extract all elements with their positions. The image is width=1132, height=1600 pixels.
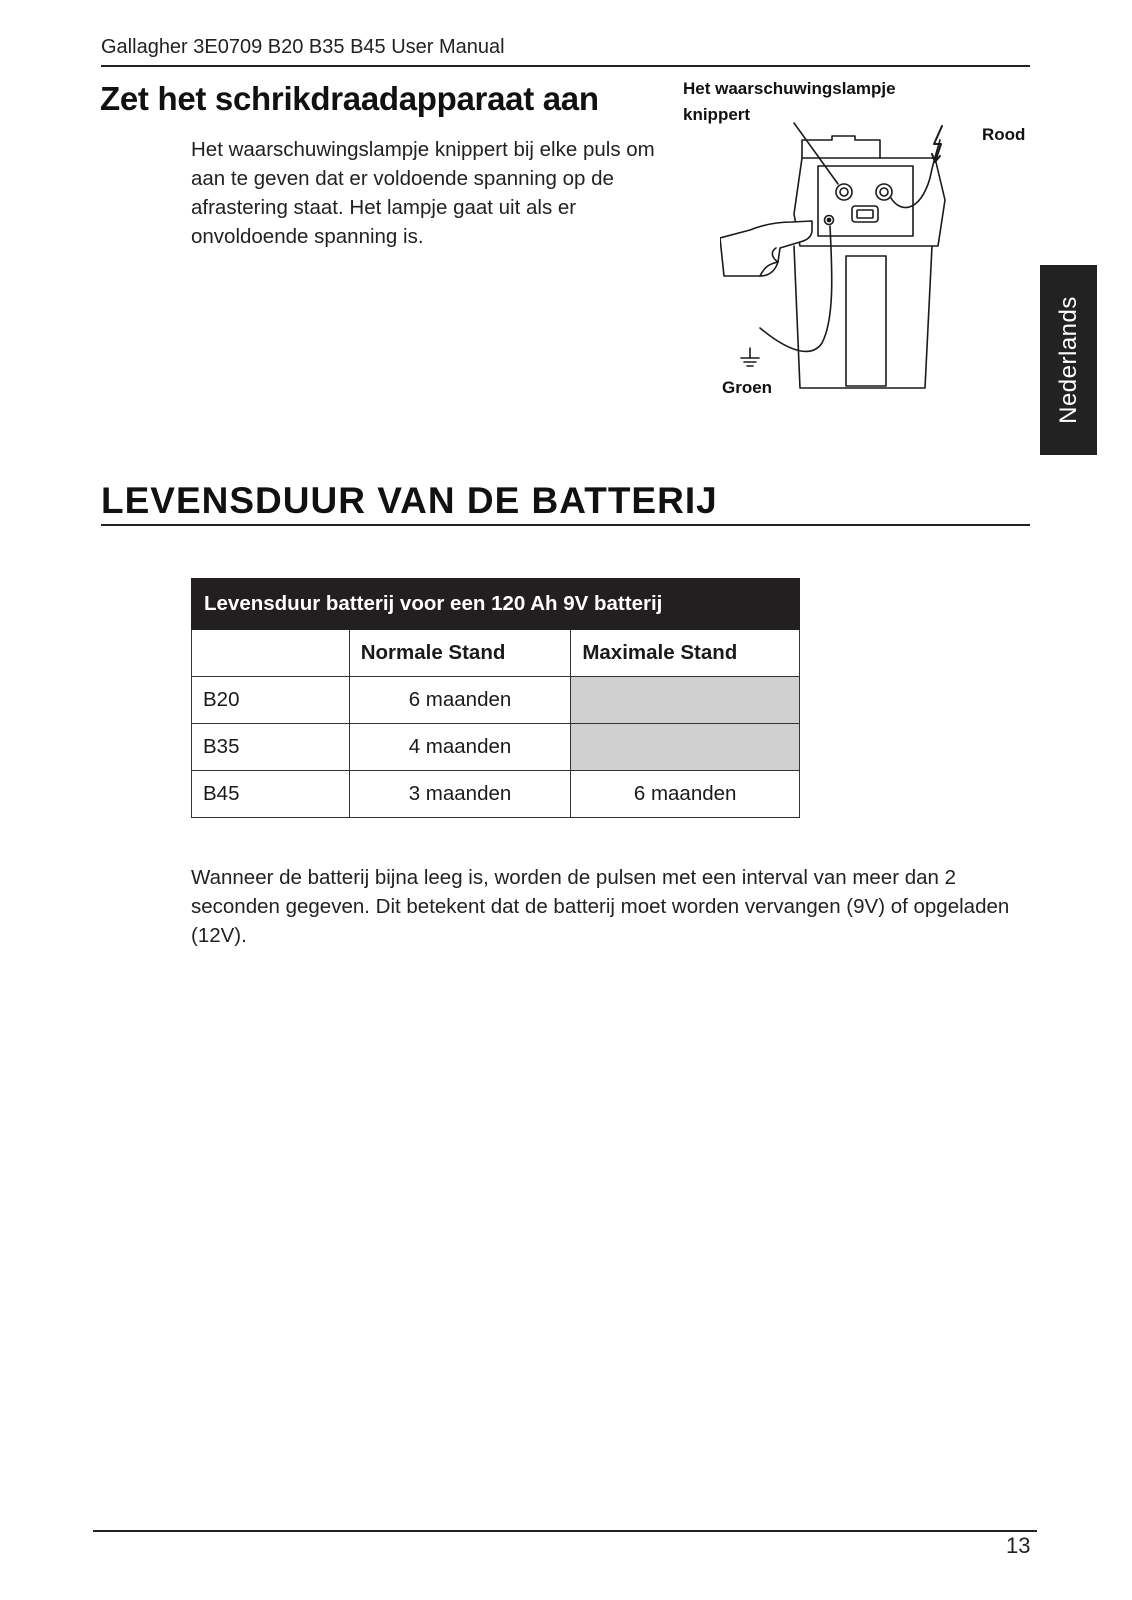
- table-caption: Levensduur batterij voor een 120 Ah 9V batterij: [192, 579, 800, 630]
- model-cell: B20: [192, 677, 350, 724]
- energizer-upper-housing: [794, 158, 945, 246]
- figure-caption: Het waarschuwingslampje knippert: [683, 79, 896, 124]
- model-cell: B35: [192, 724, 350, 771]
- table-caption-row: [192, 579, 800, 630]
- normal-mode-cell: 3 maanden: [349, 771, 571, 818]
- table-row: [192, 724, 800, 771]
- warning-lamp: [836, 184, 852, 200]
- section-heading-battery: LEVENSDUUR VAN DE BATTERIJ: [101, 480, 718, 521]
- battery-note-paragraph: Wanneer de batterij bijna leeg is, worden de pulsen met een interval van meer dan 2 seconden gegeven. Dit betekent dat de batterij moet worden vervangen (9V) of opgeladen (12V).: [191, 866, 1010, 947]
- battery-slot: [846, 256, 886, 386]
- max-mode-cell-not-applicable: [571, 724, 800, 771]
- power-on-paragraph: Het waarschuwingslampje knippert bij elke puls om aan te geven dat er voldoende spanning op de afrastering staat. Het lampje gaat uit als er onvoldoende spanning is.: [191, 138, 655, 248]
- language-tab-label: Nederlands: [1054, 296, 1082, 424]
- label-red-terminal: Rood: [982, 125, 1026, 144]
- running-header: Gallagher 3E0709 B20 B35 B45 User Manual: [101, 36, 505, 58]
- table-header-row: [192, 630, 800, 677]
- footer-rule: [93, 1530, 1037, 1532]
- model-cell: B45: [192, 771, 350, 818]
- normal-mode-cell: 6 maanden: [349, 677, 571, 724]
- ground-icon: [741, 348, 759, 366]
- header-rule: [101, 65, 1030, 67]
- max-mode-cell-not-applicable: [571, 677, 800, 724]
- table-row: [192, 677, 800, 724]
- table-header-cell: Normale Stand: [349, 630, 571, 677]
- energizer-illustration: [720, 118, 980, 398]
- power-switch: [852, 206, 878, 222]
- label-green-terminal: Groen: [722, 378, 773, 397]
- language-tab: [1040, 265, 1097, 455]
- section-rule: [101, 524, 1030, 526]
- table-row: [192, 771, 800, 818]
- battery-life-table: [191, 578, 800, 818]
- energizer-lid: [802, 136, 880, 158]
- max-mode-cell: 6 maanden: [571, 771, 800, 818]
- section-heading-power-on: Zet het schrikdraadapparaat aan: [100, 80, 599, 117]
- red-lead-wire: [891, 140, 940, 208]
- page-number: 13: [1006, 1533, 1031, 1558]
- table-header-cell: Maximale Stand: [571, 630, 800, 677]
- energizer-lower-housing: [794, 246, 932, 388]
- normal-mode-cell: 4 maanden: [349, 724, 571, 771]
- terminal-knob: [876, 184, 892, 200]
- table-header-cell: [192, 630, 350, 677]
